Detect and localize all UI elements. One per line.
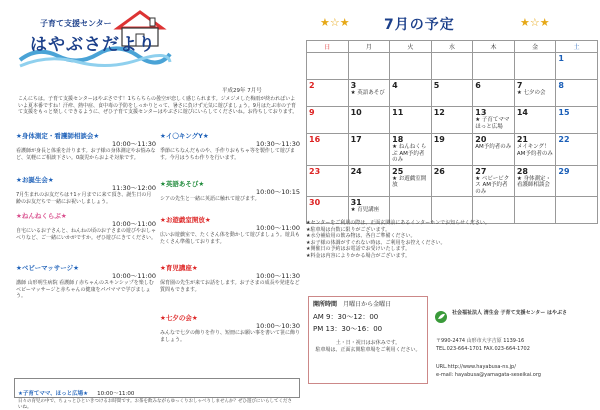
day-number: 8 [558,81,564,90]
calendar-day-cell [348,80,390,107]
calendar-day-cell [473,134,515,166]
day-event: AM予約者のみ [475,144,512,150]
opening-hours-box [308,296,428,384]
note-item: ★水分補給用の飲み物は、各自ご準備ください。 [306,233,416,240]
day-number: 10 [350,108,362,117]
section-title: ★お遊戯室開放★ [160,216,211,224]
calendar-day-cell [556,53,598,80]
hours-label: 開所時間 [313,301,338,308]
section-title: ★ねんねくらぶ★ [16,212,67,220]
calendar-day-cell [473,53,515,80]
day-number: 16 [309,135,321,144]
calendar-day-cell [390,165,432,197]
weekday-header: 日 [307,41,349,53]
day-number: 4 [392,81,398,90]
calendar-day-cell [307,80,349,107]
footer-bar-time: 10:00〜11:00 [97,391,135,397]
middle-column [160,132,300,374]
left-column [16,132,156,374]
section-body: 講師 山形明生病院 看護師 / 赤ちゃんのスキンシップを楽しむベビーマッサージと赤ちゃんの健康をパパママで学びましょう。 [16,280,154,300]
section-parenting-lecture [160,264,300,314]
section-time: 10:00〜11:30 [112,140,156,148]
day-event: ★ お遊戯室開放 [392,175,427,188]
section-body: 広いお遊戯室で、たくさん体を動かして遊びましょう。遊具もたくさん準備しております。 [160,232,300,245]
header-logo-area [18,6,168,66]
calendar-day-cell [473,80,515,107]
calendar-week-row [307,80,598,107]
section-making [160,132,300,180]
calendar-day-cell [473,107,515,134]
section-birthday [16,176,156,212]
leaf-logo-icon [434,310,448,324]
section-title: ★お誕生会★ [16,176,54,184]
calendar-day-cell [348,53,390,80]
day-number: 18 [392,135,404,144]
section-time: 10:00〜11:00 [256,224,300,232]
section-health-check [16,132,156,176]
day-event: ★ 英語あそび [350,90,385,96]
day-number: 20 [475,135,487,144]
day-number: 12 [433,108,445,117]
day-number: 2 [309,81,315,90]
note-item: ★駐車場は台数に限りがございます。 [306,226,391,233]
section-time: 10:00〜11:00 [112,220,156,228]
calendar-day-cell [556,107,598,134]
section-baby-massage [16,264,156,336]
day-number: 17 [350,135,362,144]
calendar-day-cell [431,80,473,107]
calendar-day-cell [307,53,349,80]
calendar-day-cell [307,134,349,166]
calendar-week-row [307,165,598,197]
calendar-day-cell [431,134,473,166]
calendar-day-cell [514,107,556,134]
calendar-weekday-row [307,41,598,53]
section-title: ★英語あそび★ [160,180,205,188]
section-title: ★ベビーマッサージ★ [16,264,80,272]
section-title: ★育児講座★ [160,264,198,272]
page-title: はやぶさだより [30,35,156,55]
day-number: 27 [475,166,487,176]
section-body: 自宅にいるお子さんと、ねんねの頃のお子さまの遊びやおしゃべりなど、ご一緒にいかがですか。ぜひ遊びにきてください。 [16,228,157,241]
day-event: ★ ねんねくらぶ AM予約者のみ [392,144,427,163]
calendar-day-cell [556,80,598,107]
intro-text: こんにちは。子育て支援センターはやぶさです！1ちらちらの曇空が恋しく感じられます。ジメジメした梅雨が終わればいよいよ夏本番ですね！汗疹、熱中症、食中毒の予防をしっかりとって、暑さに負けず元気に遊びましょう。9月はたぶ市の子育て支援をもっと楽しくできるように、ぜひ子育て支援センターはやぶさに遊びにいらしてくださいね。お待ちしております。 [18,96,298,116]
org-email-link[interactable]: e-mail: hayabusa@yamagata-seseikai.org [436,372,541,378]
calendar-day-cell [307,107,349,134]
day-number: 28 [516,166,528,176]
weekday-header: 火 [390,41,432,53]
calendar-day-cell [556,134,598,166]
note-item: ★開催日の予約はお電話でお受けいたします。 [306,246,411,253]
section-playroom [160,216,300,264]
day-number: 15 [558,108,570,117]
section-nenne-club [16,212,156,264]
hours-pm: PM 13：30〜16：00 [313,325,383,333]
day-number: 22 [558,135,570,144]
hours-closed-note: 土・日・祝日はお休みです。 [335,340,401,346]
calendar-day-cell [390,107,432,134]
section-title: ★イ〇キングY★ [160,132,209,140]
calendar-day-cell [390,80,432,107]
calendar-day-cell [390,53,432,80]
hours-am: AM 9：30〜12：00 [313,313,379,321]
org-name: 社会福祉法人 清生会 子育て支援センター はやぶさ [452,310,568,316]
day-number: 19 [433,135,445,144]
section-time: 10:00〜11:00 [112,272,156,280]
star-decoration-icon: ★☆★ [320,16,350,29]
section-title: ★身体測定・看護師相談会★ [16,132,100,140]
calendar-day-cell [473,165,515,197]
day-number: 11 [392,108,404,117]
day-event: ★ 七夕の会 [516,90,546,96]
notes-list [306,220,598,268]
section-body: シアの先生と一緒に英語に触れて遊びます。 [160,196,260,202]
calendar-day-cell [514,165,556,197]
day-number: 3 [350,81,357,90]
calendar-week-row [307,134,598,166]
header-subtitle: 子育て支援センター [40,19,112,28]
calendar-day-cell [431,53,473,80]
day-number: 14 [516,108,528,117]
day-number: 9 [309,108,315,117]
day-number: 21 [516,135,528,144]
org-url-link[interactable]: URL.http://www.hayabusa-ns.jp/ [436,364,516,370]
star-decoration-icon: ★☆★ [520,16,550,29]
day-number: 25 [392,166,404,176]
note-item: ★料金は内容によりかかる場合がございます。 [306,252,411,259]
calendar-day-cell [431,107,473,134]
org-tel: TEL.023-664-1701 FAX.023-664-1702 [436,346,530,352]
day-event: ★ ベビービクス AM予約者のみ [475,175,510,195]
footer-bar-title: ★子育てママ、ほっと広場★ [18,391,89,397]
section-time: 10:30〜11:30 [256,140,300,148]
section-body: 7月生まれのお友だちは↑1ヶ月までに来て頂き、誕生日の月齢のお友だちで一緒にお祝いしましょう。 [16,192,152,205]
issue-date: 平成29年 7月号 [222,88,262,94]
hours-days: 月曜日から金曜日 [343,301,392,308]
calendar-day-cell [431,165,473,197]
calendar-day-cell [556,165,598,197]
day-number: 13 [475,108,487,117]
day-number: 6 [475,81,481,90]
day-number: 7 [516,81,523,90]
section-body: 看護師が身長と体重を計ります。お子様の身体測定やお悩みなど、気軽にご相談下さい。0歳児からおよそ対象です。 [16,148,156,161]
calendar-day-cell [348,107,390,134]
weekday-header: 金 [514,41,556,53]
day-event: ★ 身体測定・看護師相談会 [516,175,551,188]
day-event: ★ 子育てママ ほっと広場 [475,117,510,130]
calendar-day-cell [514,134,556,166]
section-time: 10:00〜10:15 [256,188,300,196]
section-body: みんなで七夕の飾りを作り、短冊にお願い事を書いて笹に飾りましょう。 [160,330,301,343]
calendar-day-cell [348,134,390,166]
section-english [160,180,300,216]
weekday-header: 木 [473,41,515,53]
day-number: 5 [433,81,440,90]
weekday-header: 土 [556,41,598,53]
day-event: メイキング！ AM予約者のみ [516,144,553,157]
calendar-title: 7月の予定 [384,17,455,33]
footer-bar-body: 日々の育児の中で、ちょっとひといきつけるお時間です。お茶を飲みながらゆっくりおしゃべりしませんか？ぜひ遊びにいらしてくださいね。 [18,399,292,410]
section-tanabata [160,314,300,366]
day-number: 1 [558,54,564,63]
day-number: 30 [309,198,321,207]
calendar-grid [306,40,598,224]
day-number: 26 [433,166,445,176]
day-number: 31 [350,198,362,207]
calendar-week-row [307,107,598,134]
calendar-day-cell [514,80,556,107]
section-body: 季節にちなんだものや、手作りおもちゃ等を製作して遊びます。今月はうちわ作りを行います。 [160,148,295,161]
footer-bar [14,378,300,410]
section-title: ★七夕の会★ [160,314,198,322]
section-time: 11:30〜12:00 [112,184,156,192]
day-number: 23 [309,166,321,176]
section-time: 10:00〜10:30 [256,322,300,330]
org-info [434,310,598,394]
parking-note: 駐車場は、正面玄関駐車場をご利用ください。 [315,346,421,353]
note-item: ★お子様の体調がすぐれない時は、ご利用をお控えください。 [306,239,446,246]
calendar-day-cell [390,134,432,166]
weekday-header: 月 [348,41,390,53]
note-item: ★センターをご利用の際は、正面玄関前にあるインターホンでお知らせください。 [306,220,490,226]
section-time: 10:00〜11:30 [256,272,300,280]
day-number: 29 [558,166,570,176]
calendar-day-cell [348,165,390,197]
calendar-week-row [307,53,598,80]
day-event: ★ 育児講座 [350,207,380,213]
day-number: 24 [350,166,362,176]
section-body: 保育園の先生が来てお話をします。お子さまの成長や発達など質問もできます。 [160,280,300,293]
org-address: 〒990-2474 山形市大字吉原 1139-16 [436,338,525,344]
calendar-day-cell [307,165,349,197]
calendar-day-cell [514,53,556,80]
weekday-header: 水 [431,41,473,53]
